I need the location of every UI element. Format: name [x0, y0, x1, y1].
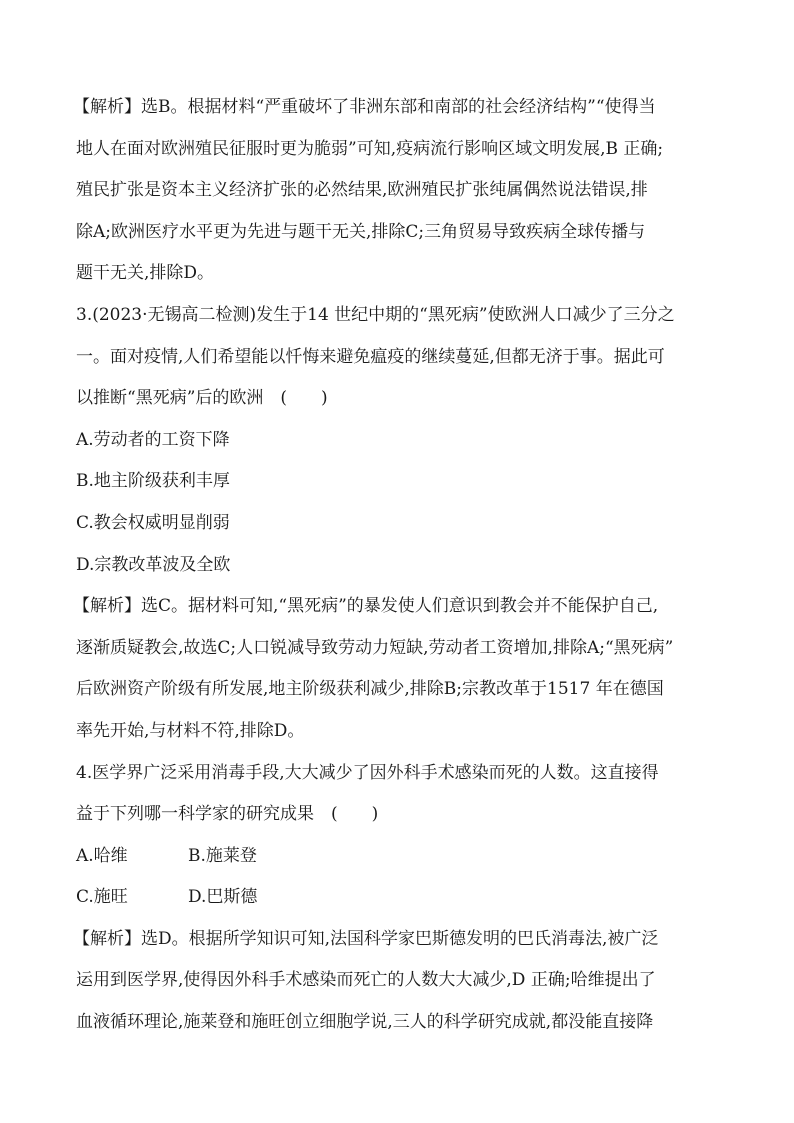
document-page	[73, 96, 726, 1053]
q3-option-a: A.劳动者的工资下降	[76, 429, 230, 450]
q3-analysis-line-1: 【解析】选C。据材料可知,“黑死病”的暴发使人们意识到教会并不能保护自己,	[73, 596, 659, 617]
q2-analysis-line-2: 地人在面对欧洲殖民征服时更为脆弱”可知,疫病流行影响区域文明发展,B 正确;	[76, 138, 664, 159]
q2-analysis	[73, 96, 726, 284]
q4-analysis-line-2: 运用到医学界,使得因外科手术感染而死亡的人数大大减少,D 正确;哈维提出了	[76, 970, 656, 991]
question-4	[73, 762, 726, 1034]
question-3	[73, 304, 726, 742]
q4-stem-line-2: 益于下列哪一科学家的研究成果 ( )	[76, 804, 379, 825]
q3-option-b: B.地主阶级获利丰厚	[76, 471, 230, 492]
q4-analysis-line-3: 血液循环理论,施莱登和施旺创立细胞学说,三人的科学研究成就,都没能直接降	[76, 1012, 654, 1033]
q2-analysis-line-4: 除A;欧洲医疗水平更为先进与题干无关,排除C;三角贸易导致疾病全球传播与	[76, 221, 646, 242]
q4-options-row-1	[76, 845, 726, 867]
q3-analysis-line-3: 后欧洲资产阶级有所发展,地主阶级获利减少,排除B;宗教改革于1517 年在德国	[76, 679, 664, 700]
q4-options-row-2	[76, 886, 726, 908]
q4-option-c: C.施旺	[76, 887, 128, 908]
q2-analysis-line-1: 【解析】选B。根据材料“严重破坏了非洲东部和南部的社会经济结构”“使得当	[73, 97, 656, 117]
q3-option-c: C.教会权威明显削弱	[76, 512, 230, 533]
q4-option-a: A.哈维	[76, 845, 128, 866]
q3-option-d: D.宗教改革波及全欧	[76, 554, 231, 575]
q4-option-b: B.施莱登	[188, 845, 257, 866]
q3-stem-line-2: 一。面对疫情,人们希望能以忏悔来避免瘟疫的继续蔓延,但都无济于事。据此可	[76, 346, 665, 367]
q4-analysis-line-1: 【解析】选D。根据所学知识可知,法国科学家巴斯德发明的巴氏消毒法,被广泛	[73, 928, 659, 949]
q2-analysis-line-3: 殖民扩张是资本主义经济扩张的必然结果,欧洲殖民扩张纯属偶然说法错误,排	[76, 180, 648, 201]
q4-option-d: D.巴斯德	[188, 887, 258, 908]
q3-analysis-line-2: 逐渐质疑教会,故选C;人口锐减导致劳动力短缺,劳动者工资增加,排除A;“黑死病”	[76, 637, 674, 658]
q2-analysis-line-5: 题干无关,排除D。	[76, 263, 215, 284]
q3-stem-line-1: 3.(2023·无锡高二检测)发生于14 世纪中期的“黑死病”使欧洲人口减少了三分之	[76, 304, 675, 325]
q4-stem-line-1: 4.医学界广泛采用消毒手段,大大减少了因外科手术感染而死的人数。这直接得	[76, 762, 659, 783]
q3-stem-line-3: 以推断“黑死病”后的欧洲 ( )	[76, 388, 328, 409]
q3-analysis-line-4: 率先开始,与材料不符,排除D。	[76, 720, 305, 741]
